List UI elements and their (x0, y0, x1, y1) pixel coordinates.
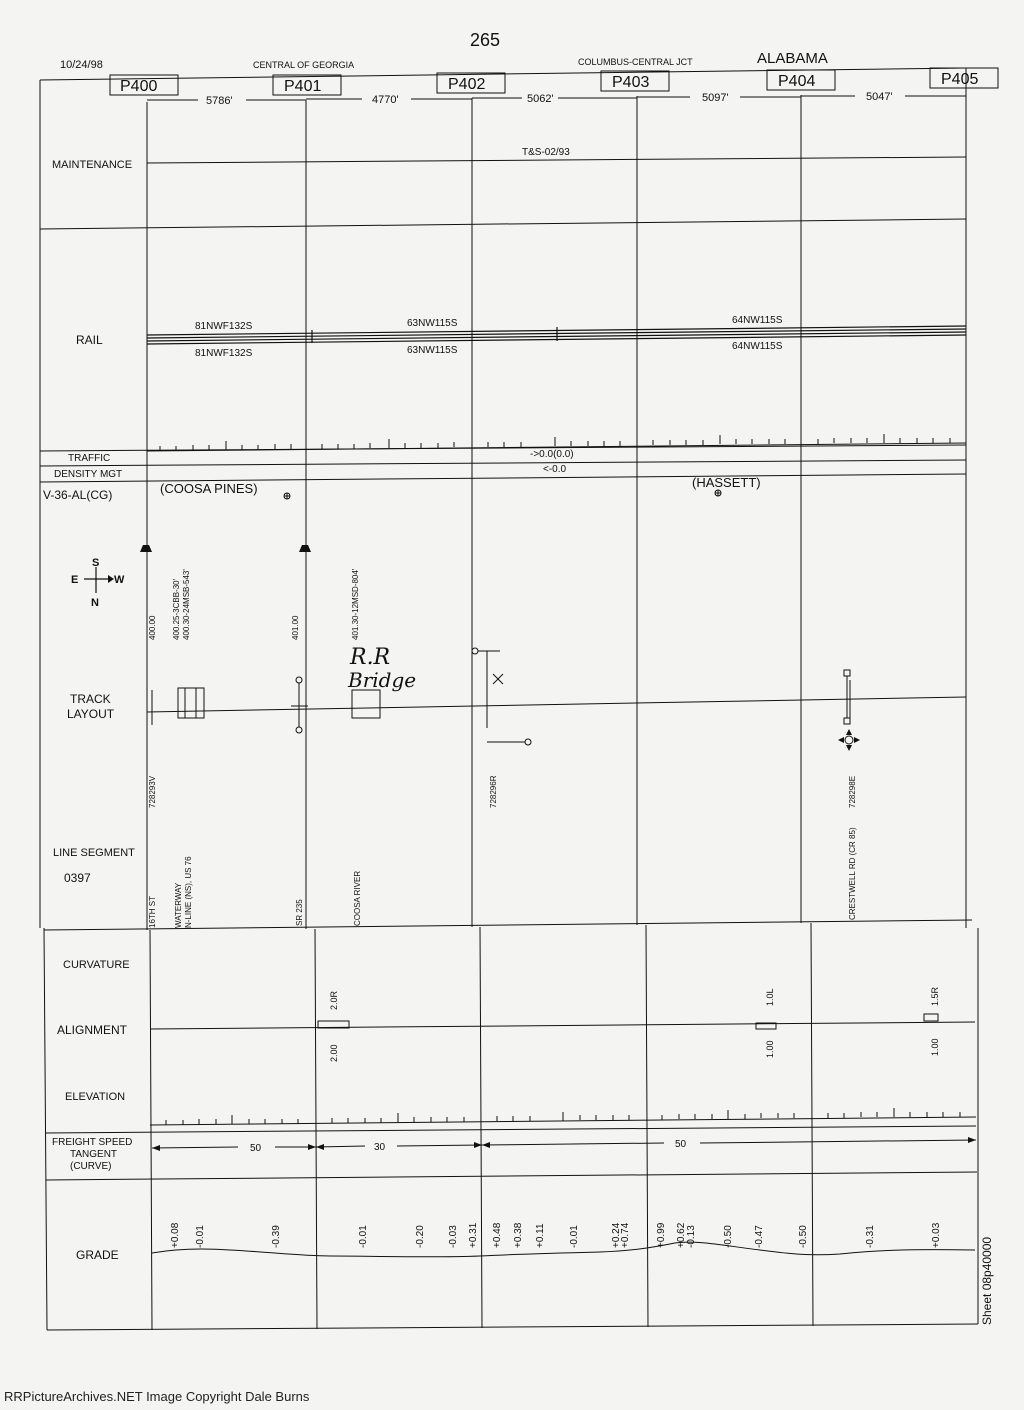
grade-value: -0.03 (448, 1225, 459, 1248)
compass-s: S (92, 557, 100, 569)
grade-value: -0.01 (358, 1225, 369, 1248)
row-label-line-segment: LINE SEGMENT (53, 847, 135, 859)
row-label-grade: GRADE (76, 1248, 119, 1262)
grade-value: +0.48 (492, 1222, 503, 1248)
grade-value: +0.11 (535, 1223, 546, 1248)
chart-date: 10/24/98 (60, 59, 103, 71)
alignment-value: 2.00 (329, 1044, 339, 1062)
grade-value: +0.38 (513, 1222, 524, 1248)
post-box-p405 (930, 68, 998, 88)
rail-weight-label: 64NW115S (732, 341, 783, 352)
grade-value: +0.99 (656, 1222, 667, 1248)
post-label: P404 (778, 73, 816, 90)
segment-feature: N-LINE (NS), US 76 (184, 856, 193, 928)
elevation-ticks (166, 1108, 960, 1125)
grade-value: +0.62 (676, 1222, 687, 1248)
station-hassett: (HASSETT) (692, 475, 761, 490)
rail-weight-label: 63NW115S (407, 345, 458, 356)
row-label-track: TRACK (70, 692, 111, 706)
subdivision-name: COLUMBUS-CENTRAL JCT (578, 57, 693, 67)
row-label-rail: RAIL (76, 333, 103, 347)
traffic-forward: ->0.0(0.0) (530, 449, 574, 460)
grade-value: -0.31 (865, 1225, 876, 1248)
compass-n: N (91, 597, 99, 609)
segment-feature: SR 235 (295, 899, 304, 926)
rail-lines (147, 326, 966, 344)
rail-weight-label: 81NWF132S (195, 348, 253, 359)
post-box-p402 (437, 73, 505, 93)
compass-e: E (71, 574, 79, 586)
curvature-value: 2.0R (329, 990, 339, 1010)
milepost-label: 400.00 (148, 615, 157, 640)
crossing-id: 728298E (848, 775, 857, 808)
post-label: P401 (284, 78, 322, 95)
post-label: P403 (612, 74, 650, 91)
alignment-value: 1.00 (930, 1038, 940, 1056)
rail-weight-label: 63NW115S (407, 318, 458, 329)
row-label-layout: LAYOUT (67, 707, 115, 721)
grade-value: -0.47 (754, 1225, 765, 1248)
state-name: ALABAMA (757, 50, 828, 67)
sheet-id: Sheet 08p40000 (980, 1236, 994, 1325)
speed-limit: 50 (675, 1139, 687, 1150)
alignment-value: 1.00 (765, 1040, 775, 1058)
post-label: P405 (941, 71, 979, 88)
post-box-p401 (273, 75, 341, 95)
milepost-label: 401.00 (291, 615, 300, 640)
grade-value: +0.31 (468, 1222, 479, 1248)
distance-label: 5047' (866, 91, 893, 103)
rail-weight-label: 64NW115S (732, 315, 783, 326)
crossing-id: 728296R (489, 775, 498, 808)
row-label-freight-speed: FREIGHT SPEED (52, 1137, 133, 1148)
distance-label: 5062' (527, 93, 554, 105)
curvature-value: 1.5R (930, 986, 940, 1006)
row-label-curve: (CURVE) (70, 1161, 112, 1172)
handwritten-rr: R.R (350, 645, 391, 670)
distance-label: 5786' (206, 95, 233, 107)
segment-feature: WATERWAY (174, 882, 183, 928)
grade-value: +0.03 (931, 1222, 942, 1248)
post-box-p404 (767, 70, 835, 90)
traffic-reverse: <-0.0 (543, 464, 567, 475)
grade-values (170, 1222, 942, 1248)
crossing-id: 728293V (148, 775, 157, 808)
grade-value: -0.50 (723, 1225, 734, 1248)
segment-feature: CRESTWELL RD (CR 85) (848, 827, 857, 920)
line-segment-number: 0397 (64, 871, 91, 885)
row-label-elevation: ELEVATION (65, 1091, 126, 1103)
page-number: 265 (470, 30, 501, 50)
speed-limit: 50 (250, 1143, 262, 1154)
post-label: P400 (120, 78, 158, 95)
handwritten-bridge: Bridge (348, 668, 417, 692)
segment-feature: 16TH ST (148, 895, 157, 928)
grade-value: +0.24 (611, 1222, 622, 1248)
row-label-curvature: CURVATURE (63, 959, 130, 971)
row-label-maintenance: MAINTENANCE (52, 159, 133, 171)
segment-feature: COOSA RIVER (353, 870, 362, 926)
milepost-label: 400.25-3CBB-30' (172, 578, 181, 640)
rail-weight-label: 81NWF132S (195, 321, 253, 332)
grade-value: +0.08 (170, 1222, 181, 1248)
curvature-value: 1.0L (765, 988, 775, 1006)
track-layout-symbols (147, 648, 853, 745)
station-coosa-pines: (COOSA PINES) (160, 481, 258, 496)
grade-value: +0.74 (620, 1222, 631, 1248)
railroad-name: CENTRAL OF GEORGIA (253, 60, 355, 70)
post-box-p403 (601, 71, 669, 91)
speed-limit: 30 (374, 1142, 386, 1153)
grade-value: -0.13 (686, 1225, 697, 1248)
speed-arrows (152, 1137, 976, 1151)
row-label-traffic: TRAFFIC (68, 453, 111, 464)
grade-value: -0.50 (798, 1225, 809, 1248)
distance-row (147, 96, 966, 100)
grade-value: -0.20 (415, 1225, 426, 1248)
station-marker-icon (284, 490, 721, 499)
image-credit: RRPictureArchives.NET Image Copyright Dale Burns (4, 1389, 310, 1404)
valuation-section: V-36-AL(CG) (43, 488, 113, 502)
derail-icon (838, 729, 860, 751)
grade-value: -0.01 (195, 1225, 206, 1248)
maintenance-note: T&S-02/93 (522, 147, 570, 158)
milepost-label: 401.30-12MSD-804' (351, 568, 360, 640)
compass-w: W (114, 574, 125, 586)
row-label-alignment: ALIGNMENT (57, 1023, 128, 1037)
row-label-tangent: TANGENT (70, 1149, 118, 1160)
milepost-label: 400.30-24MSB-543' (182, 569, 191, 640)
grade-value: -0.39 (271, 1225, 282, 1248)
grade-value: -0.01 (569, 1225, 580, 1248)
milepost-marker-icon (140, 545, 311, 552)
compass-icon (71, 557, 125, 609)
post-label: P402 (448, 76, 486, 93)
distance-label: 5097' (702, 92, 729, 104)
chart-grid (40, 68, 978, 1330)
distance-label: 4770' (372, 94, 399, 106)
row-label-density: DENSITY MGT (54, 469, 123, 480)
